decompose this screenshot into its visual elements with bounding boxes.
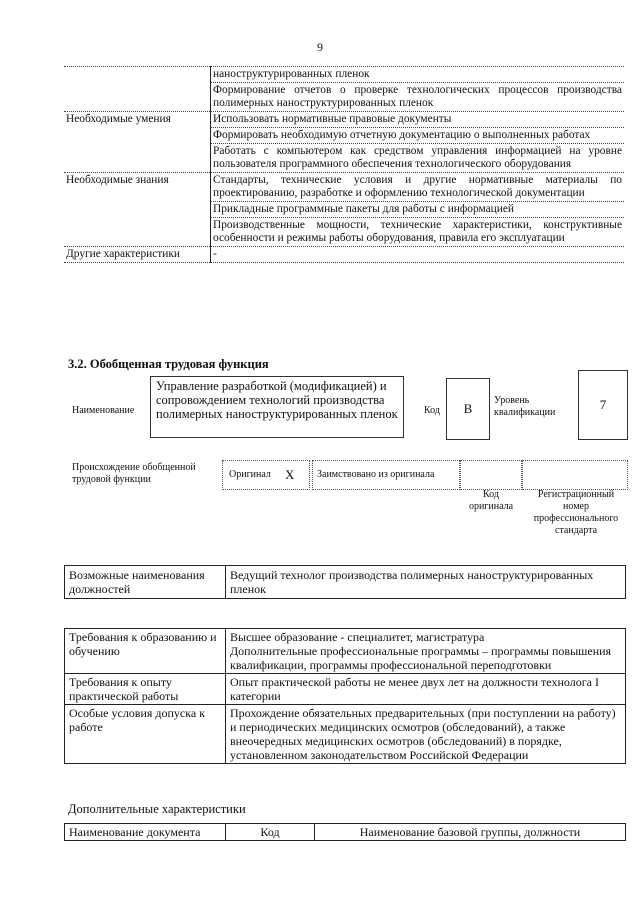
requirements-table (64, 628, 626, 764)
table-cell: - (211, 247, 625, 263)
original-mark: X (285, 467, 295, 482)
positions-table (64, 565, 626, 599)
additional-table (64, 823, 626, 841)
column-header: Наименование документа (65, 824, 226, 841)
name-label: Наименование (72, 405, 135, 416)
table-cell: Стандарты, технические условия и другие нормативные материалы по проектированию, разработке и оформлению технологической документации (211, 173, 625, 202)
reg-number-box (522, 460, 628, 490)
table-cell: Формирование отчетов о проверке технологических процессов производства полимерных наноструктурированных пленок (211, 83, 625, 112)
level-value-box: 7 (578, 370, 628, 440)
code-label: Код (424, 405, 440, 416)
table-cell-label (64, 67, 211, 112)
code-original-label: Код оригинала (468, 489, 514, 512)
positions-label: Возможные наименования должностей (65, 566, 226, 599)
column-header: Наименование базовой группы, должности (315, 824, 626, 841)
table-cell: Использовать нормативные правовые документы (211, 112, 625, 128)
table-cell: Работать с компьютером как средством управления информацией на уровне пользователя программного обеспечения технологического оборудования (211, 144, 625, 173)
original-box (222, 460, 310, 490)
code-original-box (460, 460, 522, 490)
requirement-value: Опыт практической работы не менее двух лет на должности технолога I категории (226, 674, 626, 705)
function-name-box: Управление разработкой (модификацией) и сопровождением технологий производства полимерных наноструктурированных пленок (150, 376, 404, 438)
column-header: Код (226, 824, 315, 841)
borrowed-box (312, 460, 460, 490)
requirement-value: Прохождение обязательных предварительных (при поступлении на работу) и периодических медицинских осмотров (обследований), а также внеочередных медицинских осмотров (обследований) в порядке, установленном законодательством Российской Федерации (226, 705, 626, 764)
skills-knowledge-table (64, 66, 624, 263)
table-cell-label: Необходимые знания (64, 173, 211, 247)
requirement-label: Требования к опыту практической работы (65, 674, 226, 705)
table-cell: Производственные мощности, технические характеристики, конструктивные особенности и режимы работы оборудования, правила его эксплуатации (211, 218, 625, 247)
original-label: Оригинал (229, 469, 271, 480)
requirement-label: Требования к образованию и обучению (65, 629, 226, 674)
requirement-value: Высшее образование - специалитет, магистратура Дополнительные профессиональные программы – программы повышения квалификации, программы профессиональной переподготовки (226, 629, 626, 674)
origin-label: Происхождение обобщенной трудовой функции (72, 462, 196, 485)
table-cell-label: Необходимые умения (64, 112, 211, 173)
code-value-box: B (446, 378, 490, 440)
requirement-label: Особые условия допуска к работе (65, 705, 226, 764)
table-cell: наноструктурированных пленок (211, 67, 625, 83)
page-number: 9 (317, 40, 323, 54)
level-label: Уровень квалификации (494, 395, 556, 418)
section-heading: 3.2. Обобщенная трудовая функция (68, 357, 269, 371)
table-cell: Прикладные программные пакеты для работы с информацией (211, 202, 625, 218)
positions-value: Ведущий технолог производства полимерных наноструктурированных пленок (226, 566, 626, 599)
table-cell: Формировать необходимую отчетную документацию о выполненных работах (211, 128, 625, 144)
table-cell-label: Другие характеристики (64, 247, 211, 263)
reg-number-label: Регистрационный номер профессионального стандарта (533, 489, 619, 536)
additional-heading: Дополнительные характеристики (68, 802, 246, 816)
borrowed-label: Заимствовано из оригинала (317, 469, 435, 480)
